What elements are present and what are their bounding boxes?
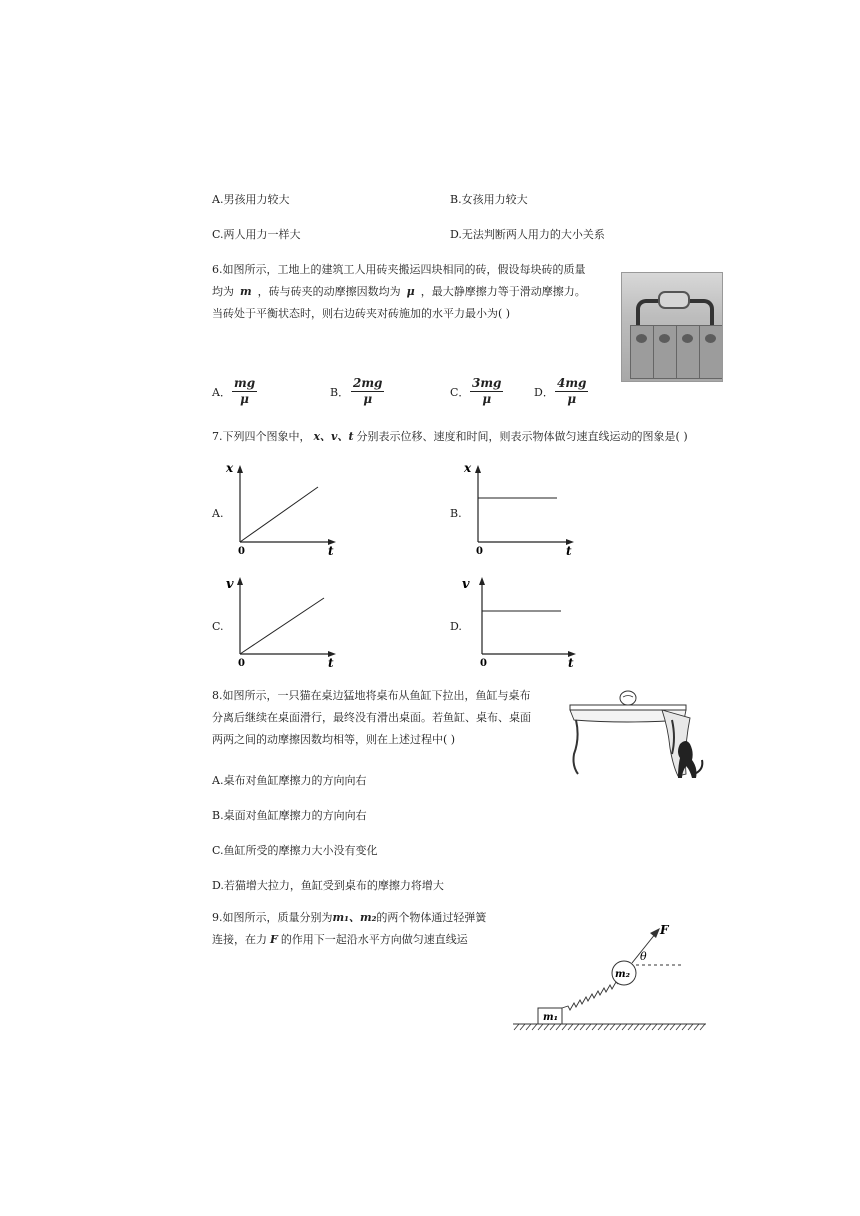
q7-graph-d-label: D. bbox=[450, 620, 462, 633]
q5-option-c: C.两人用力一样大 bbox=[212, 228, 301, 241]
origin-label: 0 bbox=[238, 546, 245, 557]
q7-graph-a bbox=[222, 462, 342, 557]
q6-option-b-fraction: $\frac{2mg}{\mu}$ bbox=[353, 376, 383, 406]
q8-option-b: B.桌面对鱼缸摩擦力的方向向右 bbox=[212, 809, 367, 822]
q6-line-3: 当砖处于平衡状态时，则右边砖夹对砖施加的水平力最小为( ) bbox=[212, 307, 511, 320]
q6-option-a-fraction: $\frac{mg}{\mu}$ bbox=[234, 376, 256, 406]
force-arrow-icon bbox=[650, 928, 660, 938]
origin-label: 0 bbox=[238, 658, 245, 669]
x-axis-label: t bbox=[328, 656, 334, 670]
q6-var-m: m bbox=[240, 285, 252, 298]
q5-option-b: B.女孩用力较大 bbox=[450, 193, 528, 206]
spring-mass-diagram bbox=[508, 920, 708, 1035]
y-axis-arrow-icon bbox=[475, 465, 481, 473]
angle-label: θ bbox=[640, 950, 647, 963]
table-leg-left bbox=[574, 720, 579, 774]
q9-line-1: 9.如图所示，质量分别为m₁、m₂的两个物体通过轻弹簧 bbox=[212, 911, 487, 924]
q6-stem bbox=[212, 259, 586, 325]
force-label: F bbox=[660, 923, 669, 937]
q8-line-1: 8.如图所示，一只猫在桌边猛地将桌布从鱼缸下拉出，鱼缸与桌布 bbox=[212, 689, 531, 702]
q8-line-2: 分离后继续在桌面滑行，最终没有滑出桌面。若鱼缸、桌布、桌面 bbox=[212, 711, 531, 724]
clamp-handle bbox=[658, 291, 690, 309]
q6-line-2: 均为 m ，砖与砖夹的动摩擦因数均为 μ ，最大静摩擦力等于滑动摩擦力。 bbox=[212, 285, 586, 298]
x-axis-label: t bbox=[328, 544, 334, 558]
origin-label: 0 bbox=[476, 546, 483, 557]
q7-graph-d bbox=[460, 574, 580, 669]
mass2-label: m₂ bbox=[615, 969, 630, 980]
q7-graph-c bbox=[222, 574, 342, 669]
q7-graph-c-label: C. bbox=[212, 620, 224, 633]
y-axis-label: x bbox=[464, 461, 472, 475]
cat-icon bbox=[678, 741, 697, 778]
brick bbox=[699, 325, 723, 379]
q8-option-c: C.鱼缸所受的摩擦力大小没有变化 bbox=[212, 844, 378, 857]
q9-masses: m₁、m₂ bbox=[332, 911, 377, 924]
y-axis-arrow-icon bbox=[237, 465, 243, 473]
q5-option-a: A.男孩用力较大 bbox=[212, 193, 290, 206]
y-axis-label: x bbox=[226, 461, 234, 475]
table-top bbox=[570, 705, 686, 710]
y-axis-arrow-icon bbox=[237, 577, 243, 585]
fish-bowl-icon bbox=[620, 691, 636, 705]
q6-option-c-label: C． bbox=[450, 386, 470, 399]
q6-option-c-fraction: $\frac{3mg}{\mu}$ bbox=[472, 376, 502, 406]
q8-line-3: 两两之间的动摩擦因数均相等，则在上述过程中( ) bbox=[212, 733, 456, 746]
x-axis-label: t bbox=[568, 656, 574, 670]
x-axis-label: t bbox=[566, 544, 572, 558]
q6-option-a-label: A． bbox=[212, 386, 231, 399]
q7-graph-a-label: A. bbox=[212, 507, 224, 520]
brick bbox=[676, 325, 700, 379]
mass1-label: m₁ bbox=[543, 1012, 558, 1023]
spring bbox=[562, 982, 618, 1010]
q6-var-mu: μ bbox=[406, 285, 415, 298]
q9-stem bbox=[212, 907, 486, 951]
y-axis-label: v bbox=[462, 577, 470, 592]
y-axis-arrow-icon bbox=[479, 577, 485, 585]
q9-force: F bbox=[270, 933, 278, 946]
q7-stem: 7.下列四个图象中， x、v、t 分别表示位移、速度和时间，则表示物体做匀速直线运动的图象是( ) bbox=[212, 430, 688, 443]
q7-graph-b bbox=[460, 462, 580, 557]
q6-option-d-label: D． bbox=[534, 386, 554, 399]
graph-line bbox=[240, 487, 318, 542]
q6-option-b-label: B． bbox=[330, 386, 350, 399]
q6-option-d-fraction: $\frac{4mg}{\mu}$ bbox=[557, 376, 587, 406]
cat-tablecloth-figure bbox=[566, 688, 711, 788]
q5-option-d: D.无法判断两人用力的大小关系 bbox=[450, 228, 605, 241]
brick bbox=[653, 325, 677, 379]
brick bbox=[630, 325, 654, 379]
q6-line-1: 6.如图所示，工地上的建筑工人用砖夹搬运四块相同的砖，假设每块砖的质量 bbox=[212, 263, 586, 276]
brick-clamp-photo bbox=[621, 272, 723, 382]
q9-line-2: 连接，在力 F 的作用下一起沿水平方向做匀速直线运 bbox=[212, 933, 468, 946]
q7-vars: x、v、t bbox=[313, 430, 354, 443]
origin-label: 0 bbox=[480, 658, 487, 669]
q8-option-a: A.桌布对鱼缸摩擦力的方向向右 bbox=[212, 774, 367, 787]
graph-line bbox=[240, 598, 324, 654]
q7-graph-b-label: B. bbox=[450, 507, 462, 520]
q8-option-d: D.若猫增大拉力，鱼缸受到桌布的摩擦力将增大 bbox=[212, 879, 444, 892]
ground-hatch bbox=[514, 1024, 705, 1030]
y-axis-label: v bbox=[226, 577, 234, 592]
q8-stem bbox=[212, 685, 531, 751]
